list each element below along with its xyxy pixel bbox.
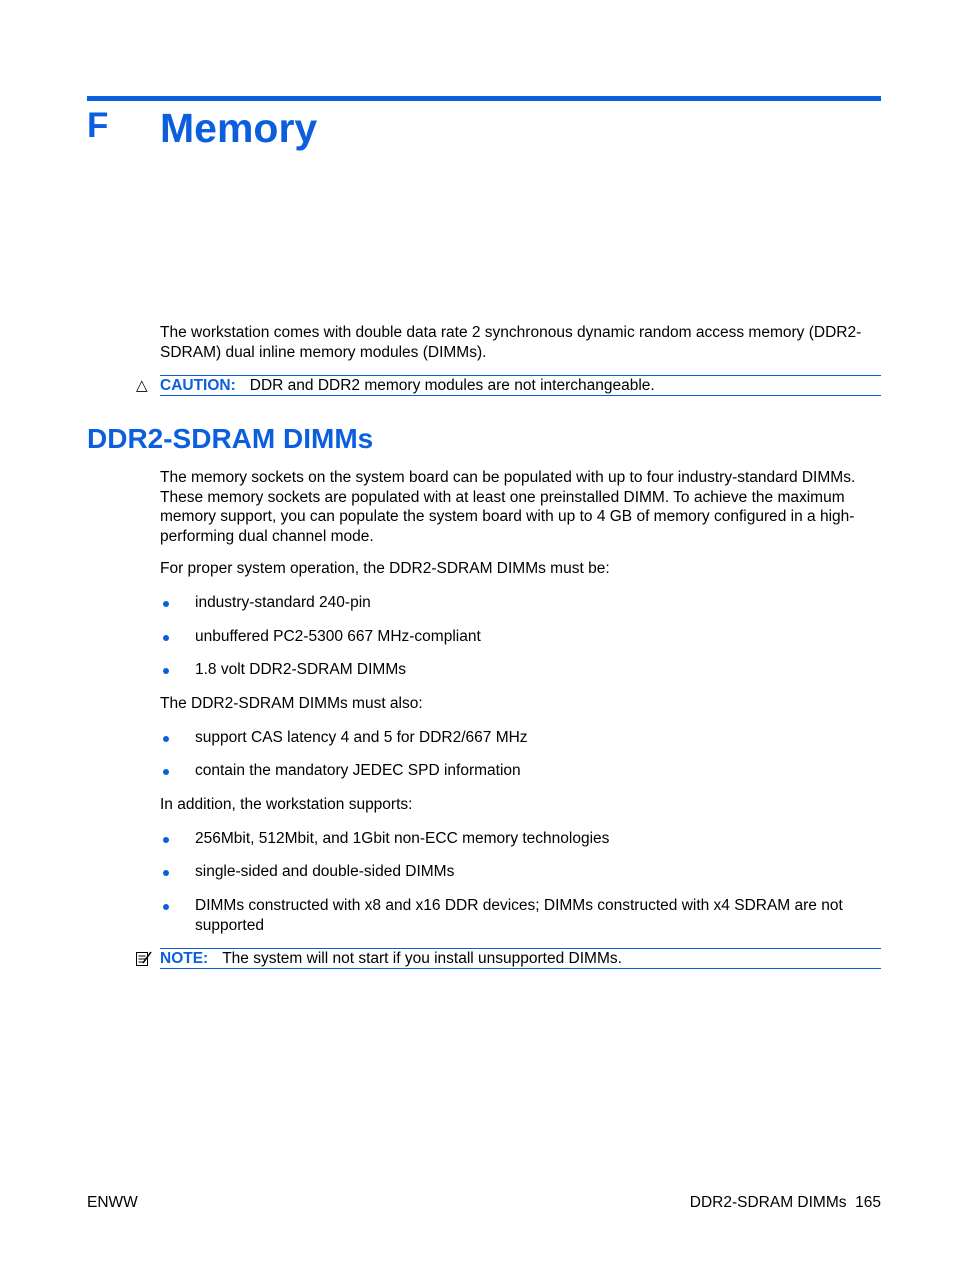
note-callout <box>160 948 881 969</box>
footer-section-title: DDR2-SDRAM DIMMs <box>689 1194 847 1211</box>
section-heading: DDR2-SDRAM DIMMs <box>87 423 374 454</box>
section-paragraph-3: The DDR2-SDRAM DIMMs must also: <box>160 695 423 712</box>
bullet-icon <box>163 870 169 876</box>
caution-label: CAUTION: <box>160 377 236 394</box>
page-number: 165 <box>855 1194 881 1211</box>
chapter-title: Memory <box>160 105 318 151</box>
footer-left: ENWW <box>87 1194 138 1211</box>
bullet-icon <box>163 668 169 674</box>
bullet-icon <box>163 601 169 607</box>
warning-triangle-icon: △ <box>136 377 148 394</box>
bullet-icon <box>163 904 169 910</box>
section-paragraph-1: The memory sockets on the system board can be populated with up to four industry-standard DIMMs. These memory sockets are populated with at least one preinstalled DIMM. To achieve the maximum memory support, you can populate the system board with up to 4 GB of memory configured in a high-performing dual channel mode. <box>160 469 856 545</box>
caution-callout <box>160 375 881 396</box>
section-paragraph-4: In addition, the workstation supports: <box>160 796 413 813</box>
bullet-icon <box>163 837 169 843</box>
footer-right <box>690 1193 881 1213</box>
bullet-icon <box>163 635 169 641</box>
chapter-top-rule <box>87 96 881 101</box>
chapter-letter: F <box>87 106 109 145</box>
bullet-icon <box>163 736 169 742</box>
caution-text: DDR and DDR2 memory modules are not interchangeable. <box>249 377 655 394</box>
note-text: The system will not start if you install unsupported DIMMs. <box>222 950 622 967</box>
intro-paragraph: The workstation comes with double data rate 2 synchronous dynamic random access memory (DDR2-SDRAM) dual inline memory modules (DIMMs). <box>160 324 862 361</box>
bullet-icon <box>163 769 169 775</box>
note-label: NOTE: <box>160 950 209 967</box>
note-pencil-icon <box>135 950 153 968</box>
section-paragraph-2: For proper system operation, the DDR2-SDRAM DIMMs must be: <box>160 560 610 577</box>
